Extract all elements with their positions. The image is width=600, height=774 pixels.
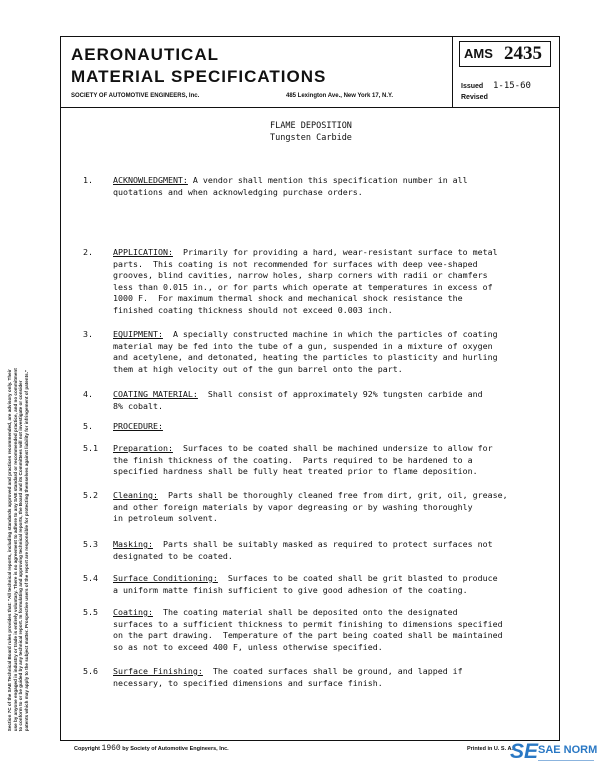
section-body bbox=[113, 329, 543, 375]
section-text: Parts shall be thoroughly cleaned free from dirt, grit, oil, grease, and other foreign materials by vapor degreasing or by washing thoroughly in petroleum solvent. bbox=[113, 490, 508, 523]
section-heading: Masking: bbox=[113, 539, 153, 549]
section-text: Surfaces to be coated shall be machined undersize to allow for the finish thickness of the coating. Parts required to be hardened to a specified hardness shall be fully heat treated prior to flame deposition. bbox=[113, 443, 493, 476]
section-heading: Coating: bbox=[113, 607, 153, 617]
section-text: Parts shall be suitably masked as required to protect surfaces not designated to be coated. bbox=[113, 539, 493, 561]
ams-number: 2435 bbox=[504, 43, 542, 64]
section-text: A specially constructed machine in which the particles of coating material may be fed into the tube of a gun, suspended in a mixture of oxygen and acetylene, and detonated, heating the particles to plasticity and hurling them at high velocity out of the gun barrel onto the part. bbox=[113, 329, 498, 374]
section-heading: EQUIPMENT: bbox=[113, 329, 163, 339]
ams-label: AMS bbox=[464, 46, 493, 61]
society-address: 485 Lexington Ave., New York 17, N.Y. bbox=[286, 93, 394, 99]
header-title-line1: AERONAUTICAL bbox=[71, 45, 219, 64]
copyright-suffix: by Society of Automotive Engineers, Inc. bbox=[122, 746, 229, 752]
logo-underline bbox=[538, 760, 594, 761]
section-heading: COATING MATERIAL: bbox=[113, 389, 198, 399]
section-text: Shall consist of approximately 92% tungsten carbide and 8% cobalt. bbox=[113, 389, 483, 411]
spec-sheet-frame bbox=[60, 36, 560, 741]
section-number: 1. bbox=[83, 175, 93, 185]
section-body bbox=[113, 247, 543, 316]
section-number: 5.5 bbox=[83, 607, 98, 617]
society-name: SOCIETY OF AUTOMOTIVE ENGINEERS, Inc. bbox=[71, 93, 200, 99]
section-text: The coating material shall be deposited onto the designated surfaces to a sufficient thickness to permit finishing to dimensions specified on the part drawing. Temperature of the part being coated shall be maintained so as not to exceed 400 F, unless otherwise specified. bbox=[113, 607, 503, 652]
section-number: 5.6 bbox=[83, 666, 98, 676]
footer-printed: Printed in U. S. A. bbox=[467, 746, 513, 752]
revised-label: Revised bbox=[461, 94, 488, 101]
section-number: 5. bbox=[83, 421, 93, 431]
section-heading: ACKNOWLEDGMENT: bbox=[113, 175, 188, 185]
header-title-block bbox=[61, 37, 453, 108]
section-body bbox=[113, 539, 543, 562]
issued-label: Issued bbox=[461, 83, 484, 90]
sidebar-notice bbox=[7, 51, 29, 731]
sidebar-notice-line: to conform to or be guided by any technical report. In formulating and approving technical reports, the Board and its Committees will not investigate or consider bbox=[18, 380, 23, 732]
copyright-year: 1960 bbox=[101, 744, 121, 753]
section-number: 5.4 bbox=[83, 573, 98, 583]
section-body bbox=[113, 389, 543, 412]
section-body bbox=[113, 490, 543, 525]
section-body bbox=[113, 573, 543, 596]
section-text: Primarily for providing a hard, wear-resistant surface to metal parts. This coating is not recommended for surfaces with deep vee-shaped grooves, blind cavities, narrow holes, sharp corners with radii or chamfers less than 0.015 in., or for parts which operate at temperatures in excess of 1000 F. For maximum thermal shock and mechanical shock resistance the finished coating thickness should not exceed 0.003 inch. bbox=[113, 247, 498, 315]
sae-norm-logo bbox=[510, 740, 596, 770]
sidebar-notice-line: patents which may apply to the subject matter. Prospective users of the report are responsible for protecting themselves against liability for infringement of patents." bbox=[23, 369, 29, 732]
logo-text: SAE NORM bbox=[538, 744, 598, 756]
copyright-prefix: Copyright bbox=[74, 746, 100, 752]
section-heading: Surface Conditioning: bbox=[113, 573, 218, 583]
section-body bbox=[113, 443, 543, 478]
section-heading: APPLICATION: bbox=[113, 247, 173, 257]
section-body bbox=[113, 607, 543, 653]
document-subtitle: Tungsten Carbide bbox=[270, 133, 352, 143]
section-body bbox=[113, 421, 543, 433]
section-heading: Surface Finishing: bbox=[113, 666, 203, 676]
section-body bbox=[113, 666, 543, 689]
issued-date: 1-15-60 bbox=[493, 81, 531, 91]
header-title-line2: MATERIAL SPECIFICATIONS bbox=[71, 67, 327, 86]
sidebar-notice-line: Section 7C of the SAE Technical Board rules provides that: "All technical reports, including standards approved and practices recommended, are advisory only. Their bbox=[6, 369, 12, 732]
section-heading: PROCEDURE: bbox=[113, 421, 163, 431]
section-heading: Preparation: bbox=[113, 443, 173, 453]
section-number: 4. bbox=[83, 389, 93, 399]
section-number: 5.3 bbox=[83, 539, 98, 549]
ams-box bbox=[459, 41, 551, 67]
section-text: The coated surfaces shall be ground, and lapped if necessary, to specified dimensions and surface finish. bbox=[113, 666, 463, 688]
section-number: 3. bbox=[83, 329, 93, 339]
footer-copyright bbox=[74, 744, 229, 753]
section-body bbox=[113, 175, 543, 198]
section-number: 5.2 bbox=[83, 490, 98, 500]
section-text: Surfaces to be coated shall be grit blasted to produce a uniform matte finish sufficient to give good adhesion of the coating. bbox=[113, 573, 498, 595]
logo-mark: SE bbox=[510, 740, 539, 763]
section-heading: Cleaning: bbox=[113, 490, 158, 500]
sidebar-notice-line: use by anyone engaged in industry or trade is entirely voluntary. There is no agreement to adhere to any SAE standard or recommended practice, and no commitment bbox=[12, 368, 18, 732]
document-title: FLAME DEPOSITION bbox=[270, 121, 352, 131]
section-number: 5.1 bbox=[83, 443, 98, 453]
section-number: 2. bbox=[83, 247, 93, 257]
header-spec-block bbox=[453, 37, 559, 108]
section-text: A vendor shall mention this specification number in all quotations and when acknowledging purchase orders. bbox=[113, 175, 468, 197]
